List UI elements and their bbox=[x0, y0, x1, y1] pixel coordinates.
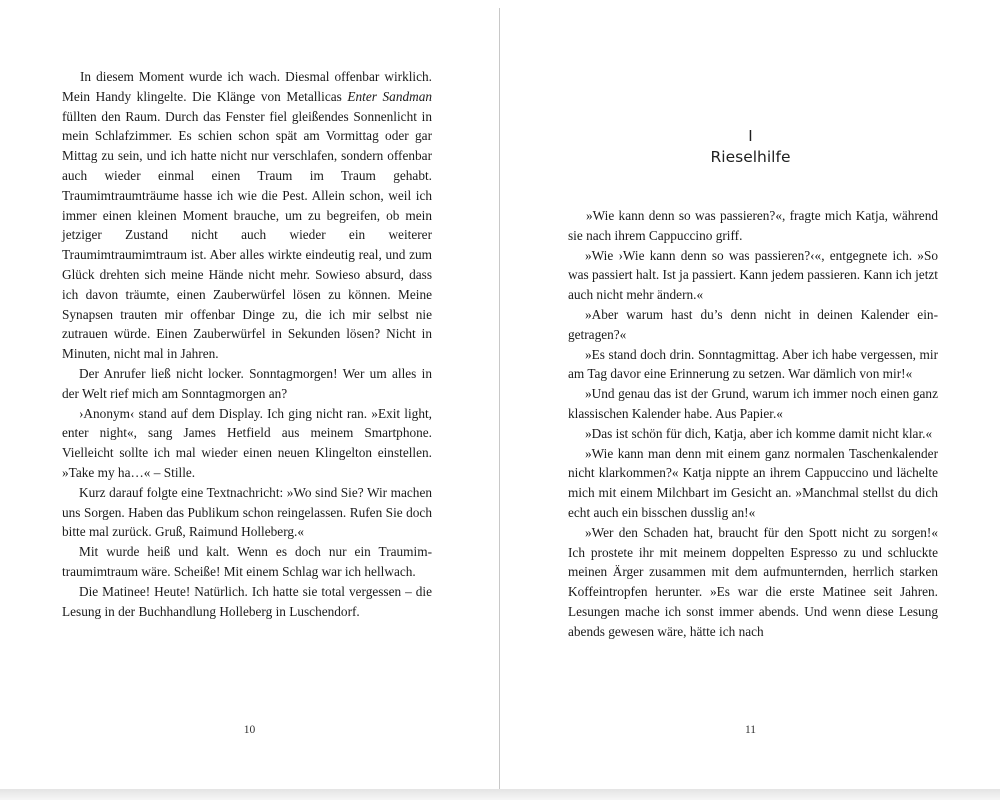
paragraph-text: »Wie kann man denn mit einem ganz normalen Taschenkalender nicht klarkommen?« Katja nippte an ihrem Cappuccino und lächelte mich mit einem Milchbart im Gesicht an. »Manchmal stellst du dich echt auch ein bisschen dusslig an!« bbox=[568, 445, 938, 520]
paragraph-text: »Es stand doch drin. Sonntagmittag. Aber ich habe vergessen, mir am Tag davor eine Erinnerung zu setzen. War dämlich von mir!« bbox=[568, 346, 938, 382]
paragraph-text: füllten den Raum. Durch das Fenster fiel gleißendes Sonnenlicht in mein Schlafzimmer. Es schien schon spät am Vormittag oder gar Mittag zu sein, und ich hatte nicht nur verschlafen, sondern offenbar auch wieder einmal einen Traum im Traum gehabt. Traumimtraumträume hasse ich wie die Pest. Allein schon, weil ich immer einen kleinen Moment brauche, um zu begreifen, ob mein jetziger Zustand nicht auch wieder ein weiterer Traumimtraumimtraum ist. Aber alles wirkte eindeutig real, und zum Glück drehten sich meine Hände nicht mehr. Sowieso absurd, dass ich davon träumte, einen Zauberwürfel lösen zu können. Meine Synapsen trauten mir offenbar Dinge zu, die ich mir selbst nie zutrauen würde. Einen Zauberwürfel in Sekunden lösen? Nicht in Minuten, nicht mal in Jahren. bbox=[62, 108, 432, 362]
paragraph bbox=[62, 483, 432, 542]
paragraph-text: Die Matinee! Heute! Natürlich. Ich hatte sie total vergessen – die Lesung in der Buchhandlung Holleberg in Luschendorf. bbox=[62, 583, 432, 619]
paragraph bbox=[568, 206, 938, 246]
paragraph-text: »Wer den Schaden hat, braucht für den Spott nicht zu sorgen!« Ich prostete ihr mit meinem doppelten Espresso zu und schluckte meinen Ärger zusammen mit dem aufmunternden, herrlich starken Koffeintropfen herunter. »Es war die erste Matinee seit Jahren. Lesungen mache ich sonst immer abends. Und wenn diese Lesung abends gewesen wäre, hätte ich nach bbox=[568, 524, 938, 639]
left-page-body bbox=[62, 67, 432, 621]
paragraph-text: Kurz darauf folgte eine Textnachricht: »Wo sind Sie? Wir machen uns Sorgen. Haben das Publikum schon reingelassen. Rufen Sie doch bitte mal zurück. Gruß, Raimund Holleberg.« bbox=[62, 484, 432, 540]
paragraph bbox=[568, 424, 938, 444]
chapter-number: I bbox=[748, 127, 753, 145]
page-bottom-shadow bbox=[0, 789, 1000, 800]
paragraph-text: Der Anrufer ließ nicht locker. Sonntagmorgen! Wer um alles in der Welt rief mich am Sonntagmorgen an? bbox=[62, 365, 432, 401]
paragraph-text: In diesem Moment wurde ich wach. Diesmal offenbar wirklich. Mein Handy klingelte. Die Klänge von Metallicas bbox=[62, 69, 432, 104]
paragraph bbox=[62, 542, 432, 582]
paragraph-text: »Wie ›Wie kann denn so was passieren?‹«, entgegnete ich. »So was passiert halt. Ist ja passiert. Kann jedem passieren. Kann ich jetzt auch nicht mehr ändern.« bbox=[568, 247, 938, 303]
paragraph-text: »Das ist schön für dich, Katja, aber ich komme damit nicht klar.« bbox=[585, 425, 933, 441]
paragraph bbox=[568, 444, 938, 523]
paragraph bbox=[568, 345, 938, 385]
page-number-right: 11 bbox=[744, 724, 757, 736]
right-page bbox=[501, 0, 1000, 790]
paragraph-text: »Und genau das ist der Grund, warum ich immer noch einen ganz klassischen Kalender habe. Aus Papier.« bbox=[568, 386, 938, 421]
paragraph bbox=[568, 384, 938, 424]
paragraph-text: »Wie kann denn so was passieren?«, fragte mich Katja, während sie nach ihrem Cappuccino griff. bbox=[568, 208, 938, 243]
paragraph bbox=[62, 364, 432, 404]
chapter-title: Rieselhilfe bbox=[710, 148, 791, 166]
paragraph-text: ›Anonym‹ stand auf dem Display. Ich ging nicht ran. »Exit light, enter night«, sang James Hetfield aus meinem Smartphone. Vielleicht sollte ich mal wieder einen neuen Klingelton einstellen. »Take my ha…« – Stille. bbox=[62, 405, 432, 480]
page-number-left: 10 bbox=[243, 724, 256, 736]
page-gutter bbox=[499, 8, 500, 790]
left-page bbox=[0, 0, 499, 790]
paragraph bbox=[62, 404, 432, 483]
paragraph-text: »Aber warum hast du’s denn nicht in deinen Kalender eingetragen?« bbox=[568, 306, 938, 342]
paragraph bbox=[568, 246, 938, 305]
paragraph bbox=[568, 305, 938, 345]
paragraph bbox=[568, 523, 938, 642]
italic-title: Enter Sandman bbox=[347, 88, 433, 104]
right-page-body bbox=[568, 206, 938, 642]
paragraph bbox=[62, 582, 432, 622]
paragraph bbox=[62, 67, 432, 364]
paragraph-text: Mit wurde heiß und kalt. Wenn es doch nur ein Traumimtraumimtraum wäre. Scheiße! Mit einem Schlag war ich hellwach. bbox=[62, 544, 432, 579]
